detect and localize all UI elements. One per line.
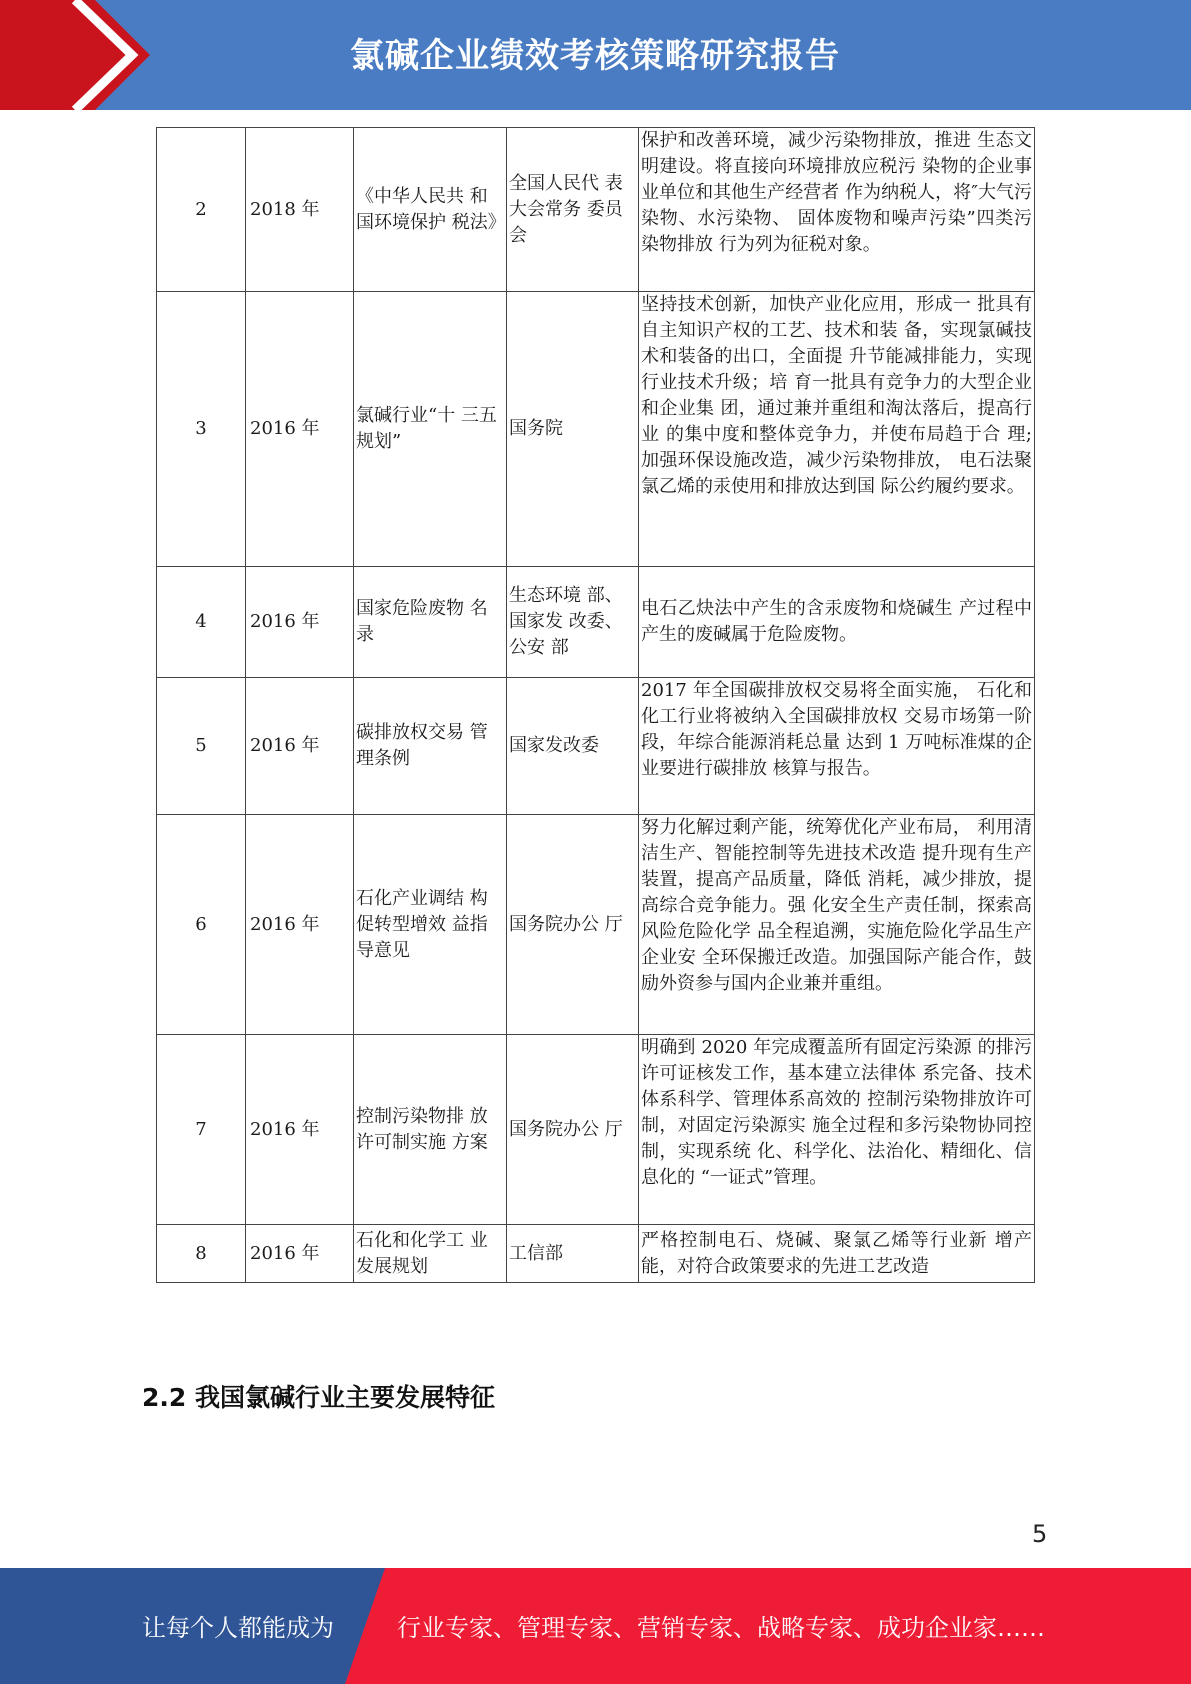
table-row	[157, 1035, 1035, 1225]
page-number: 5	[1032, 1520, 1048, 1548]
row-description: 2017 年全国碳排放权交易将全面实施， 石化和化工行业将被纳入全国碳排放权 交易市场第一阶段，年综合能源消耗总量 达到 1 万吨标准煤的企业要进行碳排放 核算与报告。	[639, 678, 1035, 815]
row-number: 3	[157, 292, 246, 567]
row-number: 7	[157, 1035, 246, 1225]
row-year: 2016 年	[246, 292, 354, 567]
report-title: 氯碱企业绩效考核策略研究报告	[350, 36, 840, 76]
row-issuer: 生态环境 部、国家发 改委、公安 部	[507, 567, 639, 678]
row-policy-name: 《中华人民共 和国环境保护 税法》	[354, 128, 507, 292]
row-year: 2016 年	[246, 1035, 354, 1225]
page-footer	[0, 1568, 1191, 1684]
row-issuer: 国务院办公 厅	[507, 1035, 639, 1225]
page-header	[0, 0, 1191, 110]
row-number: 4	[157, 567, 246, 678]
row-policy-name: 碳排放权交易 管理条例	[354, 678, 507, 815]
footer-slogan-right: 行业专家、管理专家、营销专家、战略专家、成功企业家……	[397, 1614, 1045, 1642]
table-row	[157, 678, 1035, 815]
row-policy-name: 国家危险废物 名录	[354, 567, 507, 678]
row-description: 电石乙炔法中产生的含汞废物和烧碱生 产过程中产生的废碱属于危险废物。	[639, 567, 1035, 678]
row-description: 明确到 2020 年完成覆盖所有固定污染源 的排污许可证核发工作，基本建立法律体 系完备、技术体系科学、管理体系高效的 控制污染物排放许可制，对固定污染源实 施全过程和多污染物协同控制，实现系统 化、科学化、法治化、精细化、信息化的 “一证式”管理。	[639, 1035, 1035, 1225]
table-row	[157, 815, 1035, 1035]
row-policy-name: 控制污染物排 放许可制实施 方案	[354, 1035, 507, 1225]
row-number: 5	[157, 678, 246, 815]
row-year: 2018 年	[246, 128, 354, 292]
row-description: 努力化解过剩产能，统筹优化产业布局， 利用清洁生产、智能控制等先进技术改造 提升现有生产装置，提高产品质量，降低 消耗，减少排放，提高综合竞争能力。强 化安全生产责任制，探索高风险危险化学 品全程追溯，实施危险化学品生产企业安 全环保搬迁改造。加强国际产能合作，鼓 励外资参与国内企业兼并重组。	[639, 815, 1035, 1035]
footer-slogan-left: 让每个人都能成为	[142, 1614, 334, 1642]
row-issuer: 国务院办公 厅	[507, 815, 639, 1035]
row-year: 2016 年	[246, 678, 354, 815]
row-issuer: 全国人民代 表大会常务 委员会	[507, 128, 639, 292]
table-row	[157, 567, 1035, 678]
row-description: 坚持技术创新，加快产业化应用，形成一 批具有自主知识产权的工艺、技术和装 备，实现氯碱技术和装备的出口，全面提 升节能减排能力，实现行业技术升级；培 育一批具有竞争力的大型企业和企业集 团，通过兼并重组和淘汰落后，提高行业 的集中度和整体竞争力，并使布局趋于合 理;加强环保设施改造，减少污染物排放， 电石法聚氯乙烯的汞使用和排放达到国 际公约履约要求。	[639, 292, 1035, 567]
policy-table	[156, 127, 1035, 1283]
row-year: 2016 年	[246, 1225, 354, 1283]
section-heading: 2.2 我国氯碱行业主要发展特征	[142, 1383, 495, 1412]
table-row	[157, 292, 1035, 567]
row-number: 8	[157, 1225, 246, 1283]
row-policy-name: 石化和化学工 业发展规划	[354, 1225, 507, 1283]
row-policy-name: 石化产业调结 构促转型增效 益指导意见	[354, 815, 507, 1035]
row-issuer: 国务院	[507, 292, 639, 567]
row-number: 2	[157, 128, 246, 292]
row-year: 2016 年	[246, 567, 354, 678]
row-issuer: 工信部	[507, 1225, 639, 1283]
row-issuer: 国家发改委	[507, 678, 639, 815]
header-chevron-decoration	[0, 0, 160, 110]
row-policy-name: 氯碱行业“十 三五规划”	[354, 292, 507, 567]
row-description: 严格控制电石、烧碱、聚氯乙烯等行业新 增产能，对符合政策要求的先进工艺改造	[639, 1225, 1035, 1283]
row-number: 6	[157, 815, 246, 1035]
table-row	[157, 128, 1035, 292]
row-description: 保护和改善环境，减少污染物排放，推进 生态文明建设。将直接向环境排放应税污 染物的企业事业单位和其他生产经营者 作为纳税人，将″大气污染物、水污染物、 固体废物和噪声污染”四类污染物排放 行为列为征税对象。	[639, 128, 1035, 292]
row-year: 2016 年	[246, 815, 354, 1035]
table-row	[157, 1225, 1035, 1283]
